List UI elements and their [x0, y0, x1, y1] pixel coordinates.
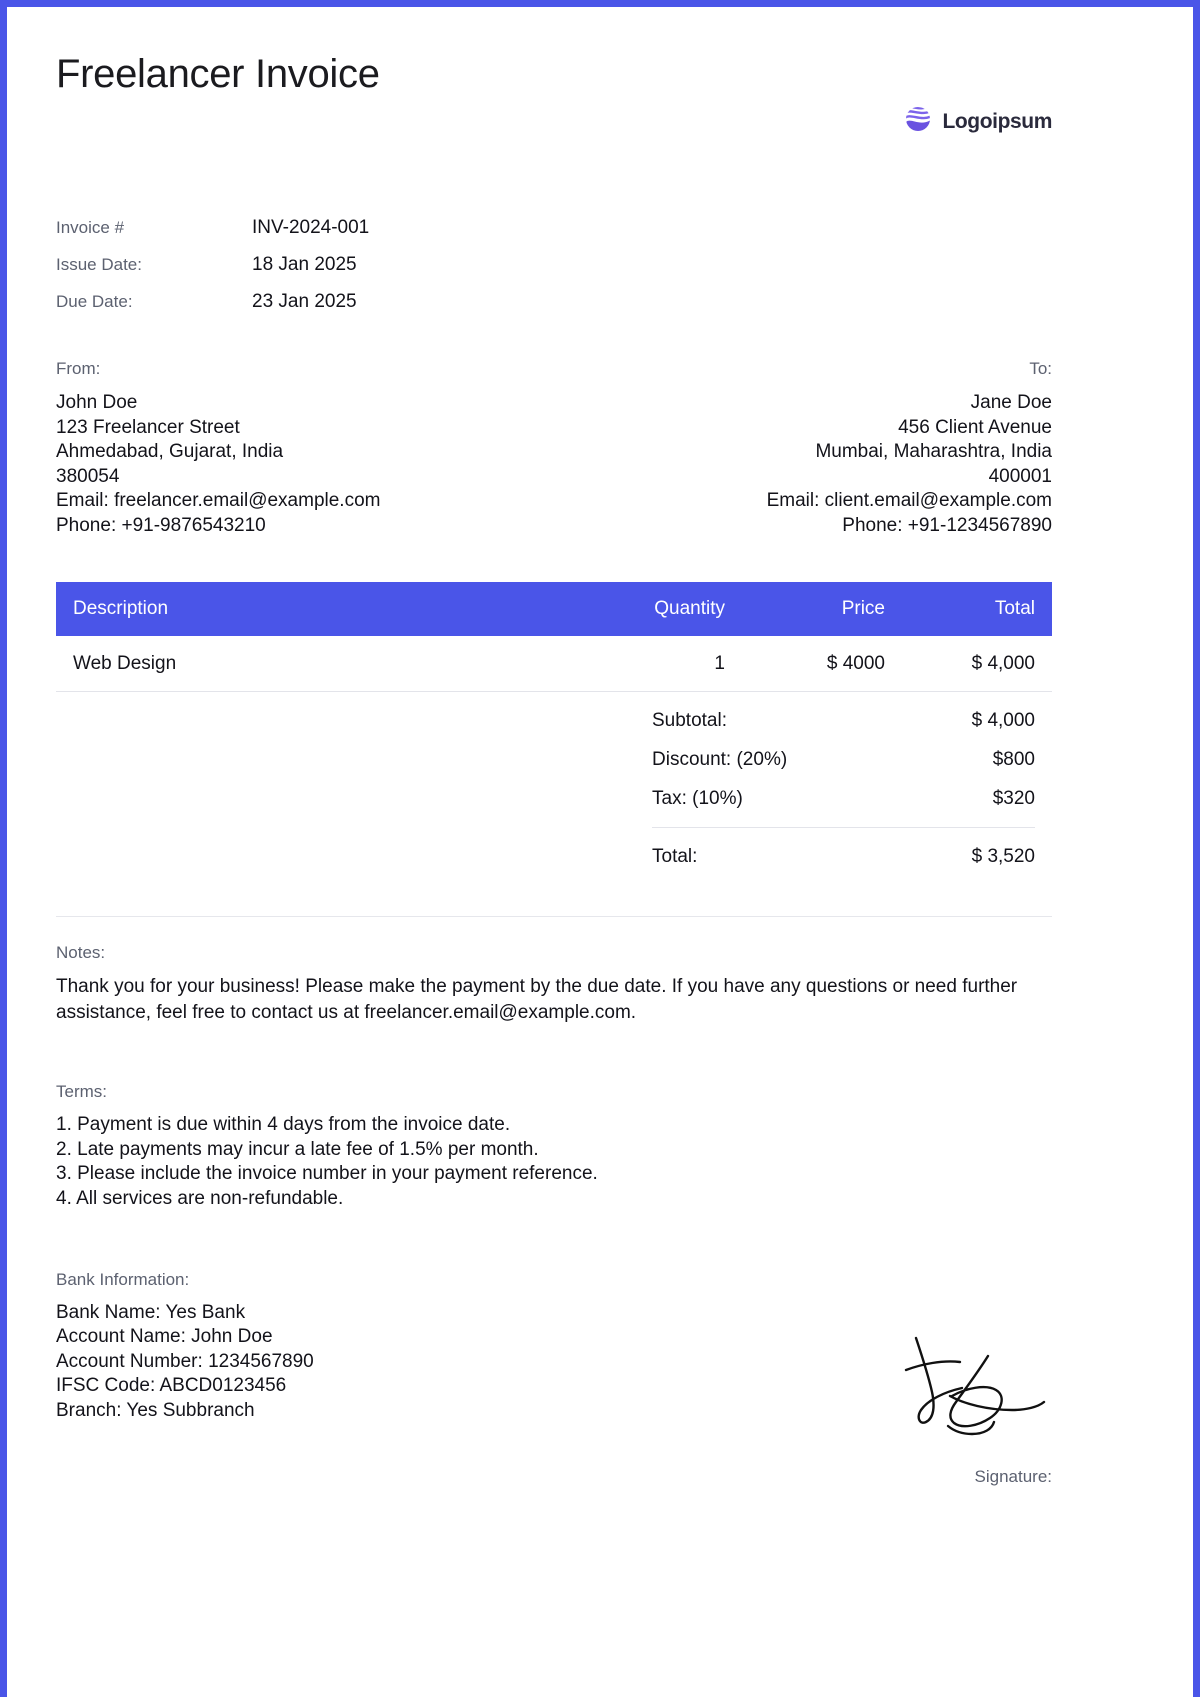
tax-label: Tax: (10%)	[652, 788, 743, 809]
grand-total-label: Total:	[652, 846, 698, 867]
line-items-table	[56, 582, 1052, 692]
invoice-number-value: INV-2024-001	[252, 217, 370, 238]
terms-line-1: 1. Payment is due within 4 days from the invoice date.	[56, 1114, 511, 1136]
terms-line-4: 4. All services are non-refundable.	[56, 1188, 344, 1210]
terms-section	[56, 1082, 1052, 1212]
invoice-header	[56, 0, 1052, 139]
column-header-quantity: Quantity	[654, 598, 725, 619]
from-postal-code: 380054	[56, 465, 120, 487]
to-phone: Phone: +91-1234567890	[842, 514, 1052, 536]
totals-row-discount	[652, 749, 1035, 771]
to-street: 456 Client Avenue	[898, 416, 1052, 438]
cell-quantity: 1	[714, 652, 725, 674]
terms-label: Terms:	[56, 1082, 107, 1102]
meta-row-invoice-number	[56, 217, 1052, 239]
totals-divider	[652, 827, 1035, 828]
column-header-description: Description	[73, 598, 169, 619]
bank-information-label: Bank Information:	[56, 1269, 190, 1289]
tax-value: $320	[992, 788, 1035, 809]
terms-line-2: 2. Late payments may incur a late fee of 1.5% per month.	[56, 1138, 539, 1160]
due-date-value: 23 Jan 2025	[252, 291, 357, 312]
brand-logo	[903, 104, 1052, 139]
notes-text: Thank you for your business! Please make the payment by the due date. If you have any questions or need further assistance, feel free to contact us at freelancer.email@example.com.	[56, 976, 1018, 1024]
totals-row-grand-total	[652, 846, 1035, 868]
signature-section	[812, 1330, 1052, 1487]
content-divider	[56, 916, 1052, 917]
cell-description: Web Design	[73, 652, 177, 674]
bank-account-number: Account Number: 1234567890	[56, 1350, 314, 1372]
from-city: Ahmedabad, Gujarat, India	[56, 441, 284, 462]
bank-name: Bank Name: Yes Bank	[56, 1301, 246, 1323]
invoice-number-label: Invoice #	[56, 218, 125, 237]
totals-section	[56, 692, 1052, 876]
column-header-total: Total	[994, 598, 1035, 619]
meta-row-issue-date	[56, 254, 1052, 276]
logoipsum-globe-icon	[903, 104, 933, 139]
from-email: Email: freelancer.email@example.com	[56, 490, 381, 511]
recipient-block	[767, 359, 1052, 538]
signature-icon	[812, 1330, 1052, 1445]
to-name: Jane Doe	[970, 392, 1052, 413]
to-city: Mumbai, Maharashtra, India	[815, 441, 1052, 462]
invoice-meta	[56, 217, 1052, 313]
cell-price: $ 4000	[826, 652, 885, 674]
totals-row-subtotal	[652, 710, 1035, 732]
subtotal-label: Subtotal:	[652, 710, 727, 731]
table-row	[56, 636, 1052, 692]
discount-label: Discount: (20%)	[652, 749, 788, 770]
from-street: 123 Freelancer Street	[56, 416, 240, 438]
grand-total-value: $ 3,520	[971, 846, 1035, 867]
issue-date-label: Issue Date:	[56, 255, 142, 274]
cell-total: $ 4,000	[971, 652, 1035, 674]
page-title: Freelancer Invoice	[56, 52, 380, 96]
bank-branch: Branch: Yes Subbranch	[56, 1399, 255, 1421]
subtotal-value: $ 4,000	[971, 710, 1035, 731]
column-header-price: Price	[841, 598, 885, 619]
from-phone: Phone: +91-9876543210	[56, 514, 266, 536]
brand-name: Logoipsum	[942, 109, 1052, 133]
terms-line-3: 3. Please include the invoice number in your payment reference.	[56, 1163, 598, 1185]
to-postal-code: 400001	[988, 465, 1052, 487]
notes-label: Notes:	[56, 943, 106, 962]
to-label: To:	[1029, 359, 1052, 378]
due-date-label: Due Date:	[56, 292, 133, 311]
totals-row-tax	[652, 788, 1035, 810]
sender-block	[56, 359, 380, 538]
signature-label: Signature:	[974, 1467, 1052, 1486]
parties-section	[56, 359, 1052, 538]
table-header-row	[56, 582, 1052, 636]
from-label: From:	[56, 359, 101, 378]
from-name: John Doe	[56, 392, 138, 413]
discount-value: $800	[992, 749, 1035, 770]
notes-section	[56, 943, 1052, 1026]
bank-account-name: Account Name: John Doe	[56, 1326, 273, 1348]
meta-row-due-date	[56, 291, 1052, 313]
issue-date-value: 18 Jan 2025	[252, 254, 357, 275]
bank-ifsc-code: IFSC Code: ABCD0123456	[56, 1375, 287, 1397]
to-email: Email: client.email@example.com	[766, 490, 1052, 511]
